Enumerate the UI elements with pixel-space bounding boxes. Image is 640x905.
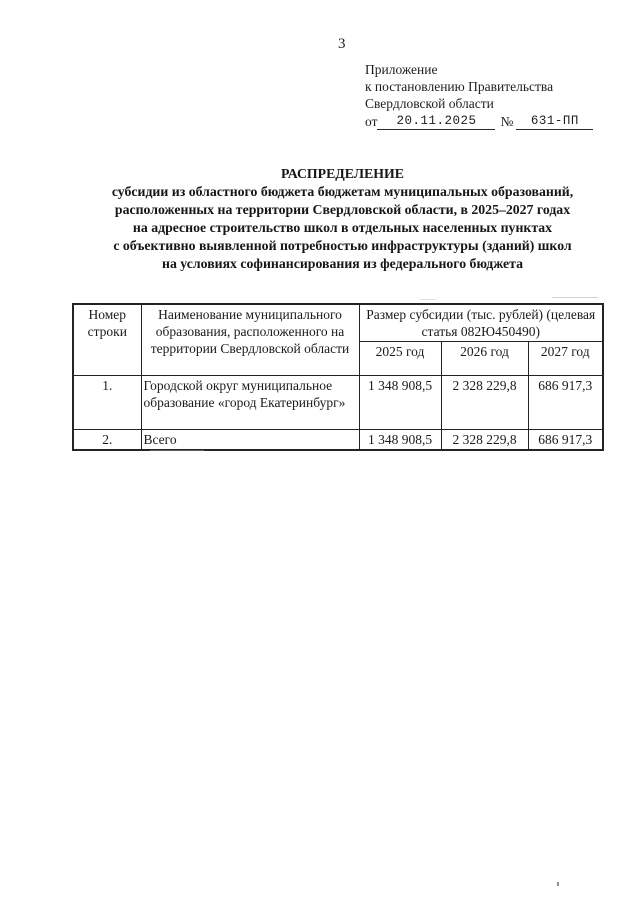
title-line: с объективно выявленной потребностью инфраструктуры (зданий) школ — [113, 238, 572, 253]
header-year-2026: 2026 год — [441, 342, 528, 376]
header-name: Наименование муниципального образования, расположенного на территории Свердловской области — [141, 304, 359, 376]
appendix-line: к постановлению Правительства — [365, 79, 554, 95]
appendix-block — [365, 61, 593, 131]
table-row — [73, 376, 603, 430]
title-line: субсидии из областного бюджета бюджетам муниципальных образований, — [111, 184, 574, 199]
row-number-cell: 2. — [73, 430, 141, 451]
scan-artifact — [420, 299, 436, 300]
subsidy-2026-cell: 2 328 229,8 — [441, 376, 528, 430]
subsidy-2025-cell: 1 348 908,5 — [359, 430, 441, 451]
header-year-2025: 2025 год — [359, 342, 441, 376]
title-heading: РАСПРЕДЕЛЕНИЕ — [281, 166, 404, 181]
title-line: на адресное строительство школ в отдельных населенных пунктах — [132, 220, 553, 235]
subsidy-2026-cell: 2 328 229,8 — [441, 430, 528, 451]
header-row-number: Номер строки — [73, 304, 141, 376]
appendix-line: Приложение — [365, 62, 438, 77]
title-line: на условиях софинансирования из федерального бюджета — [162, 256, 523, 271]
subsidy-2027-cell: 686 917,3 — [528, 376, 603, 430]
document-title — [50, 165, 635, 273]
subsidy-2027-cell: 686 917,3 — [528, 430, 603, 451]
page-number: 3 — [338, 36, 346, 52]
appendix-date-line — [365, 113, 593, 131]
title-line: расположенных на территории Свердловской области, в 2025–2027 годах — [114, 202, 571, 217]
subsidy-table — [72, 303, 604, 451]
appendix-line: Свердловской области — [365, 96, 494, 112]
document-date-value: 20.11.2025 — [377, 113, 495, 130]
table-header-row-1 — [73, 304, 603, 342]
document-number-value: 631-ПП — [516, 113, 593, 130]
scan-artifact — [557, 882, 559, 886]
from-label: от — [365, 113, 378, 129]
header-subsidy: Размер субсидии (тыс. рублей) (целевая статья 082Ю450490) — [359, 304, 603, 342]
number-sign: № — [500, 113, 514, 129]
subsidy-2025-cell: 1 348 908,5 — [359, 376, 441, 430]
scan-artifact — [552, 297, 598, 298]
row-number-cell: 1. — [73, 376, 141, 430]
table-row-total — [73, 430, 603, 451]
municipality-name-cell: Городской округ муниципальное образование «город Екатеринбург» — [141, 376, 359, 430]
total-label-cell: Всего — [141, 430, 359, 451]
header-year-2027: 2027 год — [528, 342, 603, 376]
